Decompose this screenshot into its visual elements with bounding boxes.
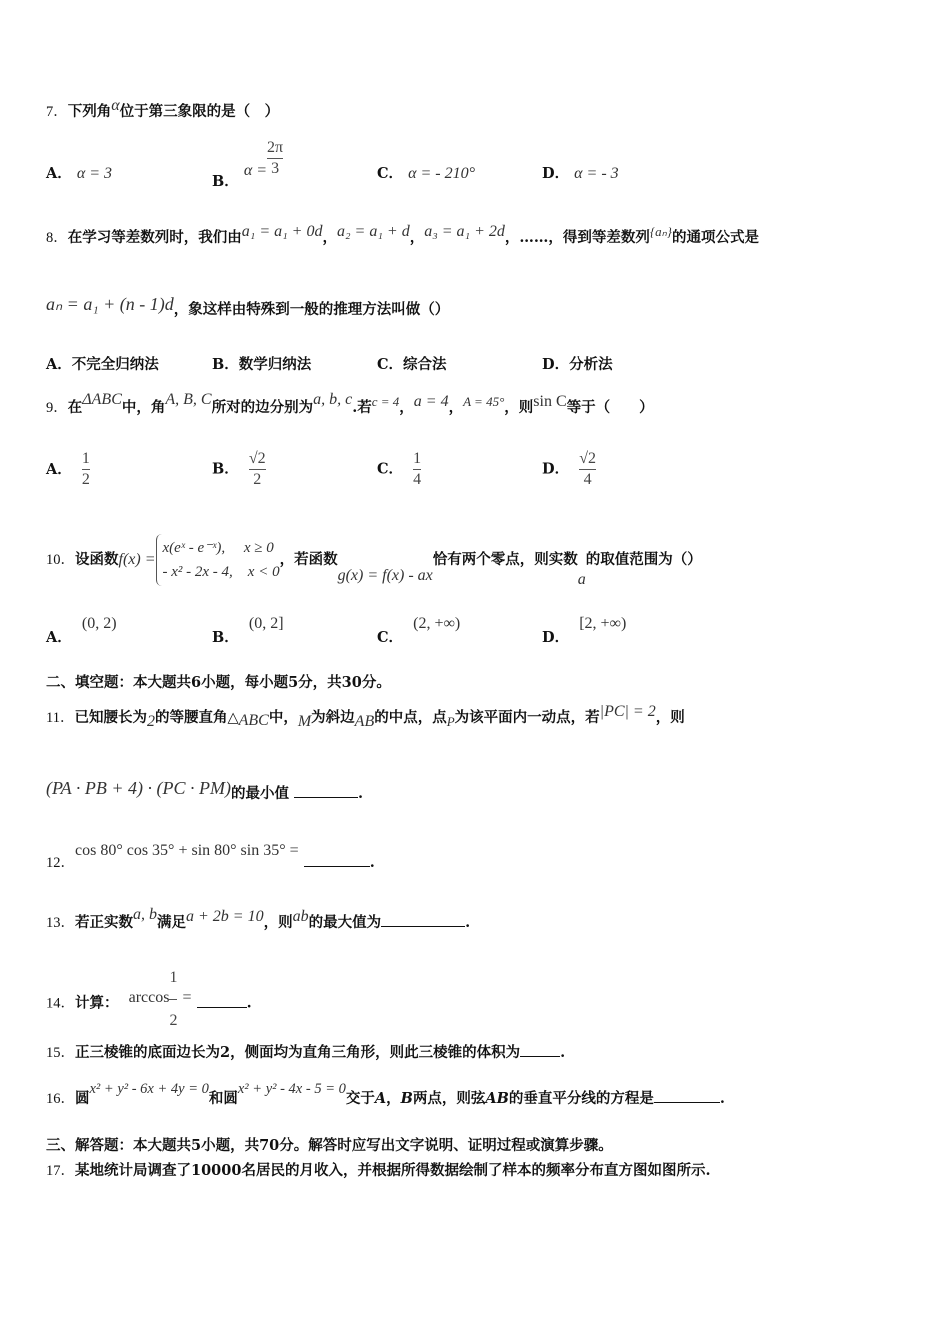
q12-answer-blank[interactable] — [304, 852, 370, 867]
q8-option-c: C．综合法 — [377, 356, 447, 373]
q7-option-c: C． α = - 210° — [377, 165, 476, 182]
q11-answer-blank[interactable] — [294, 783, 358, 798]
q10-option-d: D． [2, +∞) — [542, 615, 627, 646]
section-3-heading: 三、解答题：本大题共5小题，共70分。解答时应写出文字说明、证明过程或演算步骤。 — [46, 1137, 613, 1154]
q15-stem: 15．正三棱锥的底面边长为2，侧面均为直角三角形，则此三棱锥的体积为 . — [46, 1044, 566, 1061]
section-2-heading: 二、填空题：本大题共6小题，每小题5分，共30分。 — [46, 674, 391, 691]
q9-option-d: D． $\frac{√2}{4}$ — [542, 450, 596, 488]
q11-expression-line: (PA · PB + 4) · (PC · PM)的最小值 . — [46, 778, 364, 802]
q8-option-b: B．数学归纳法 — [212, 356, 312, 373]
q7-option-d: D． α = - 3 — [542, 165, 619, 182]
q8-option-a: A．不完全归纳法 — [46, 356, 159, 373]
q8-option-d: D．分析法 — [542, 356, 613, 373]
q15-answer-blank[interactable] — [520, 1042, 560, 1057]
q8-formula-line: aₙ = a₁ + (n - 1)d，象这样由特殊到一般的推理方法叫做（） — [46, 294, 450, 318]
q14-stem: 14．计算： arccos $\frac{1}{2}$ = . — [46, 969, 252, 1029]
q7-b-fraction: $\frac{2\pi}{3}$ — [267, 139, 284, 177]
q10-option-c: C． (2, +∞) — [377, 615, 461, 646]
q13-answer-blank[interactable] — [381, 912, 465, 927]
q9-option-a: A． $\frac{1}{2}$ — [46, 450, 90, 488]
q7-option-a: A． α = 3 — [46, 165, 113, 182]
q17-stem: 17．某地统计局调查了10000名居民的月收入，并根据所得数据绘制了样本的频率分布直方图如图所示. — [46, 1162, 711, 1179]
q10-option-b: B． (0, 2] — [212, 615, 284, 646]
q7-option-b: B． α = $\frac{2\pi}{3}$ — [212, 139, 284, 190]
q7-stem: 7．下列角α位于第三象限的是（ ） — [46, 97, 280, 120]
q9-option-b: B． $\frac{√2}{2}$ — [212, 450, 266, 488]
q12-stem: 12．cos 80° cos 35° + sin 80° sin 35° = . — [46, 842, 375, 871]
q16-stem: 16．圆x² + y² - 6x + 4y = 0和圆x² + y² - 4x - 5 = 0交于A，B两点，则弦AB的垂直平分线的方程是 . — [46, 1081, 725, 1107]
q10-stem: 10．设函数f(x) =x(eˣ - e⁻ˣ), x ≥ 0 - x² - 2x - 4, x < 0，若函数g(x) = f(x) - ax恰有两个零点，则实数a的取值范围为（） — [46, 530, 702, 590]
q10-piecewise: x(eˣ - e⁻ˣ), x ≥ 0 - x² - 2x - 4, x < 0 — [156, 534, 280, 586]
q10-option-a: A． (0, 2) — [46, 615, 117, 646]
q16-answer-blank[interactable] — [654, 1088, 720, 1103]
q11-stem: 11．已知腰长为2的等腰直角△ABC中，M为斜边AB的中点，点P为该平面内一动点，若|PC| = 2，则 — [46, 703, 685, 730]
q13-stem: 13．若正实数a, b满足a + 2b = 10，则ab的最大值为 . — [46, 906, 471, 931]
q14-answer-blank[interactable] — [197, 993, 247, 1008]
q9-stem: 9．在ΔABC中，角A, B, C所对的边分别为a, b, c.若c = 4，a = 4，A = 45°，则sin C等于（ ） — [46, 391, 654, 416]
q9-option-c: C． $\frac{1}{4}$ — [377, 450, 422, 488]
q8-stem: 8．在学习等差数列时，我们由a₁ = a₁ + 0d，a₂ = a₁ + d，a₃ = a₁ + 2d，……，得到等差数列{aₙ}的通项公式是 — [46, 223, 759, 246]
